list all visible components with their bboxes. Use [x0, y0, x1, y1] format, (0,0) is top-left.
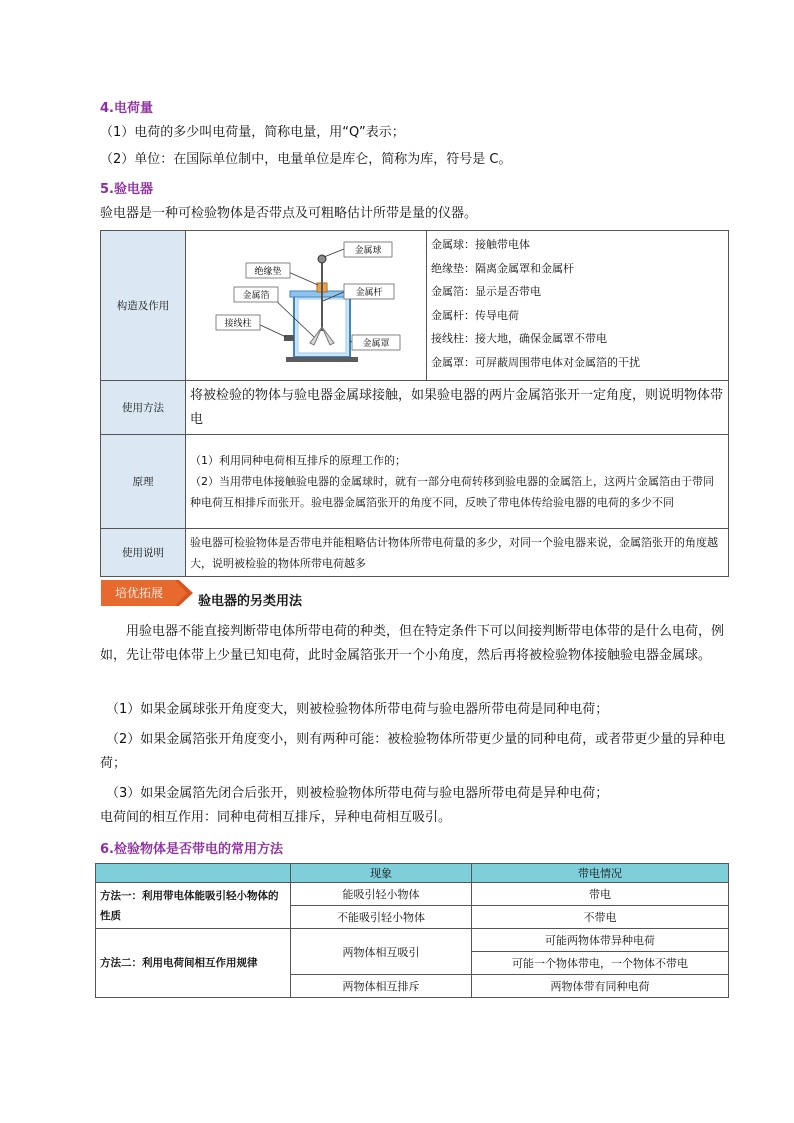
- cell: 两物体带有同种电荷: [472, 975, 729, 998]
- terminal-shape: [284, 335, 294, 341]
- cell: 能吸引轻小物体: [291, 883, 472, 906]
- label-rod: 金属杆: [355, 288, 383, 298]
- label-notes: 使用说明: [101, 529, 186, 577]
- label-insulator: 绝缘垫: [254, 267, 282, 277]
- cell: 两物体相互吸引: [291, 929, 472, 975]
- principle-line-2: （2）当用带电体接触验电器的金属球时，就有一部分电荷转移到验电器的金属箔上，这两片金属箔由于带同种电荷互相排斥而张开。验电器金属箔张开的角度不同，反映了带电体传给验电器的电荷的多少不同: [190, 475, 714, 509]
- extension-title: 验电器的另类用法: [198, 594, 303, 609]
- part-item: 绝缘垫：隔离金属罩和金属杆: [431, 261, 574, 275]
- extension-paragraph: 用验电器不能直接判断带电体所带电荷的种类，但在特定条件下可以间接判断带电体带的是什么电荷，例如，先让带电体带上少量已知电荷，此时金属箔张开一个小角度，然后再将被检验物体接触验电器金属球。: [100, 624, 725, 663]
- extension-item-1: （1）如果金属球张开角度变大，则被检验物体所带电荷与验电器所带电荷是同种电荷；: [106, 702, 609, 717]
- label-usage: 使用方法: [101, 381, 186, 435]
- section-5-title: 5.验电器: [100, 182, 153, 197]
- label-cover: 金属罩: [362, 339, 390, 349]
- label-principle: 原理: [101, 435, 186, 529]
- header-blank: [96, 864, 291, 883]
- principle-line-1: （1）利用同种电荷相互排斥的原理工作的；: [190, 454, 406, 467]
- usage-text: 将被检验的物体与验电器金属球接触，如果验电器的两片金属箔张开一定角度，则说明物体带电: [186, 381, 729, 435]
- part-item: 金属球：接触带电体: [431, 238, 530, 251]
- part-item: 金属罩：可屏蔽周围带电体对金属箔的干扰: [431, 355, 640, 369]
- label-foil: 金属箔: [242, 291, 270, 301]
- electroscope-table: [100, 230, 729, 577]
- extension-item-3: （3）如果金属箔先闭合后张开，则被检验物体所带电荷与验电器所带电荷是异种电荷；: [106, 786, 609, 801]
- cell: 不能吸引轻小物体: [291, 906, 472, 929]
- extension-tag-label: 培优拓展: [114, 586, 164, 600]
- section-4-title: 4.电荷量: [100, 101, 153, 116]
- section-4-line-2: （2）单位：在国际单位制中，电量单位是库仑，简称为库，符号是 C。: [100, 152, 512, 167]
- part-item: 金属杆：传导电荷: [431, 308, 519, 322]
- label-terminal: 接线柱: [224, 319, 252, 329]
- extension-item-2: （2）如果金属箔张开角度变小，则有两种可能：被检验物体所带更少量的同种电荷，或者带更少量的异种电荷；: [100, 732, 726, 771]
- part-item: 金属箔：显示是否带电: [431, 285, 541, 298]
- header-phenomenon: 现象: [291, 864, 472, 883]
- method-2: 方法二：利用电荷间相互作用规律: [96, 929, 291, 998]
- header-state: 带电情况: [472, 864, 729, 883]
- cell: 可能两物体带异种电荷: [472, 929, 729, 952]
- methods-table: [95, 863, 729, 998]
- principle-cell: [186, 435, 729, 529]
- base: [286, 357, 358, 362]
- label-ball: 金属球: [354, 246, 382, 256]
- parts-list: [427, 231, 729, 381]
- extension-tag: [101, 580, 193, 606]
- label-structure: 构造及作用: [101, 231, 186, 381]
- section-5-intro: 验电器是一种可检验物体是否带点及可粗略估计所带是量的仪器。: [100, 206, 478, 221]
- part-item: 接线柱：接大地，确保金属罩不带电: [431, 332, 607, 345]
- electroscope-figure-cell: [186, 231, 427, 381]
- section-6-title: 6.检验物体是否带电的常用方法: [100, 842, 283, 857]
- cell: 带电: [472, 883, 729, 906]
- ball-shape: [318, 255, 326, 263]
- electroscope-diagram: [186, 231, 426, 377]
- notes-text: 验电器可检验物体是否带电并能粗略估计物体所带电荷量的多少，对同一个验电器来说，金属箔张开的角度越大，说明被检验的物体所带电荷越多: [186, 529, 729, 577]
- cell: 不带电: [472, 906, 729, 929]
- cell: 可能一个物体带电，一个物体不带电: [472, 952, 729, 975]
- method-1: 方法一：利用带电体能吸引轻小物体的性质: [96, 883, 291, 929]
- section-4-line-1: （1）电荷的多少叫电荷量，简称电量，用“Q”表示；: [100, 125, 405, 140]
- extension-summary: 电荷间的相互作用：同种电荷相互排斥，异种电荷相互吸引。: [100, 810, 452, 825]
- cell: 两物体相互排斥: [291, 975, 472, 998]
